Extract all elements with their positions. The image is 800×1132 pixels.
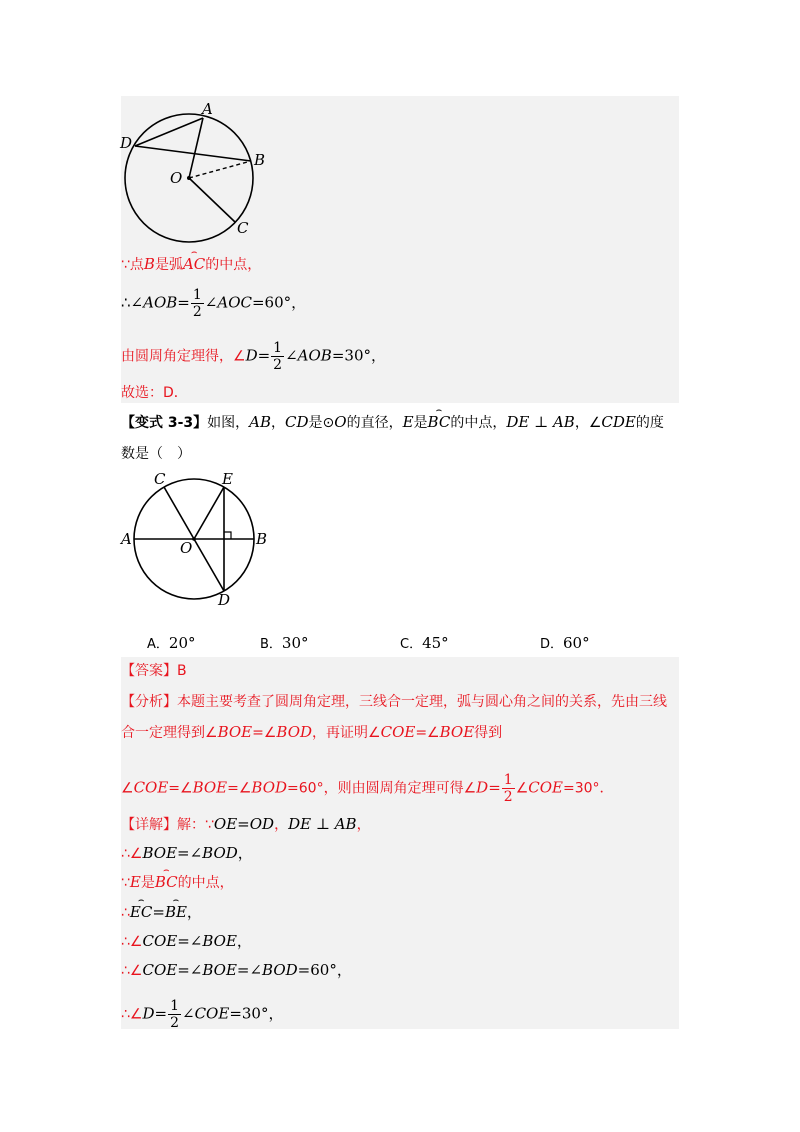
arc-math: ⌢ BC [155,872,178,892]
detail-line2 [121,843,253,864]
math: B [143,255,155,273]
arc-math: ⌢ BE [165,902,187,922]
math: COE [528,778,563,797]
radius-oe [194,487,224,539]
option-value: 30° [281,634,309,652]
label-a: A [202,100,213,118]
denominator: 2 [273,357,283,373]
text: 的直径， [346,415,403,431]
label-b: B [254,151,266,169]
label-c: C [154,470,166,488]
text: ∵点 [121,257,144,273]
solution1-line2 [121,287,306,320]
math: =60°， [251,293,307,312]
option-value: 60° [563,634,590,652]
solution1-line1 [121,254,261,275]
math: CDE [601,413,636,431]
text: 合一定理得到∠ [121,725,218,741]
text: ， [274,817,289,833]
math: COE [380,723,416,741]
label-o: O [170,169,183,187]
option-letter: B． [260,637,282,652]
text: =∠ [252,725,277,741]
answer-label: 【答案】 [121,663,177,679]
math: BOD [276,723,313,741]
text: ，再证明∠ [312,725,381,741]
analysis-label: 【分析】 [121,694,177,710]
text: 是 [413,415,428,431]
text: 的中点， [450,415,507,431]
detail-line6 [121,960,352,981]
question-line1 [121,412,664,433]
center-dot [187,176,191,180]
option-value: 45° [422,634,449,652]
math: AOB [143,293,178,312]
math: ， [237,844,253,862]
analysis-line2 [121,722,502,743]
text: ∠ [515,780,529,797]
text: 如图， [207,415,250,431]
math: =∠ [236,961,263,979]
analysis-line1 [121,692,667,712]
math: COE [194,1004,230,1023]
text: ，∠ [574,415,602,431]
text: ∴ [121,905,130,921]
math: =60°， [297,961,352,979]
arc-math: ⌢ EC [130,902,152,922]
radius-oa [189,118,203,178]
math: O [334,413,347,431]
question-line2: 数是（ ） [121,446,191,462]
circle-figure-1 [115,100,290,250]
text: ∠ [121,780,134,797]
math: = [177,293,190,312]
text: 的中点， [205,257,262,273]
answer-value: B [177,663,187,679]
math: =∠ [177,844,203,862]
option-letter: C． [400,637,423,652]
option-value: 20° [168,634,196,652]
math: E [129,873,141,891]
text: ， [356,817,371,833]
detail-line4 [121,902,202,923]
center-dot [192,537,196,541]
text: =∠ [415,725,440,741]
math: D [142,1004,155,1023]
numerator: 1 [273,340,283,356]
text: 得到 [474,725,503,741]
math: DE [506,413,530,431]
arc-math: ⌢ AC [183,254,205,274]
text: 的中点， [177,875,234,891]
math: E [402,413,414,431]
math: ∴∠ [121,293,144,312]
math: = [154,1004,168,1023]
math: ， [236,932,252,950]
math: OE [213,815,238,833]
math: = [152,903,165,921]
math: BOE [192,778,228,797]
text: ∴∠ [121,1006,143,1023]
text: 是 [140,875,155,891]
text: =∠ [168,780,193,797]
detail-label: 【详解】 [121,817,177,833]
math: CD [285,413,309,431]
solution1-line3 [121,340,386,373]
option-a[interactable] [147,633,196,655]
math: AOC [217,293,252,312]
math: BOE [439,723,475,741]
answer-line [121,661,187,681]
math: ∠ [285,346,298,365]
option-d[interactable] [540,633,590,655]
text: 由圆周角定理得，∠ [121,348,246,365]
option-letter: A． [147,637,169,652]
detail-line1 [121,814,371,835]
math: =∠ [177,961,203,979]
perp-symbol: ⊥ [311,815,335,833]
detail-line5 [121,931,252,952]
option-letter: D． [540,637,564,652]
text: ， [271,415,286,431]
fraction [502,772,515,805]
label-d: D [120,134,133,152]
solution1-line4: 故选：D． [121,385,188,401]
math: AB [334,815,357,833]
math: ∠ [182,1004,195,1023]
perp-symbol: ⊥ [529,413,553,431]
option-c[interactable] [400,633,449,655]
text: ∴∠ [121,963,143,979]
text: 的度 [635,415,664,431]
math: BOE [142,844,178,862]
label-c: C [237,219,249,237]
text: ∴∠ [121,846,143,862]
text: =30°． [562,780,614,797]
math: = [237,815,250,833]
denominator: 2 [192,304,202,320]
math: ∠ [204,293,218,312]
detail-line3 [121,872,234,893]
math: =∠ [177,932,203,950]
label-d: D [218,591,231,609]
text: 本题主要考查了圆周角定理，三线合一定理，弧与圆心角之间的关系，先由三线 [177,694,667,710]
radius-ob-dashed [189,161,251,178]
detail-line7 [121,998,283,1031]
text: ∵ [121,875,130,891]
label-a: A [121,530,132,548]
text: 是⊙ [308,415,335,431]
math: AB [552,413,575,431]
math: =30°， [331,346,386,365]
right-angle-mark [224,532,231,539]
circle-figure-2 [115,470,275,610]
denominator: 2 [170,1015,179,1031]
math: AB [249,413,272,431]
math: =30°， [229,1004,284,1023]
math: BOD [262,961,298,979]
fraction [168,998,181,1031]
text: 解：∵ [177,817,214,833]
math: BOE [202,961,237,979]
arc-math: ⌢ BC [428,412,451,432]
numerator: 1 [170,998,179,1014]
math: BOE [202,932,237,950]
math: = [257,346,271,365]
math: D [476,778,489,797]
label-o: O [180,539,193,557]
numerator: 1 [503,772,513,788]
math: COE [142,961,178,979]
math: DE [288,815,312,833]
math: AOB [297,346,332,365]
text: 是弧 [154,257,183,273]
numerator: 1 [192,287,202,303]
label-b: B [256,530,268,548]
math: BOD [251,778,288,797]
radius-oc [189,178,235,222]
fraction [271,340,284,373]
math: BOD [202,844,238,862]
math: COE [133,778,169,797]
denominator: 2 [503,789,513,805]
math: OD [249,815,275,833]
label-e: E [222,470,233,488]
math: D [245,346,258,365]
text: ∴∠ [121,934,143,950]
question-tag: 【变式 3-3】 [121,415,208,431]
option-b[interactable] [260,633,309,655]
math: COE [142,932,178,950]
math: ， [186,903,202,921]
text: =60°，则由圆周角定理可得∠ [287,780,477,797]
analysis-line3 [121,772,614,805]
fraction [191,287,204,320]
math: BOE [217,723,253,741]
text: =∠ [227,780,252,797]
math: = [488,778,501,797]
